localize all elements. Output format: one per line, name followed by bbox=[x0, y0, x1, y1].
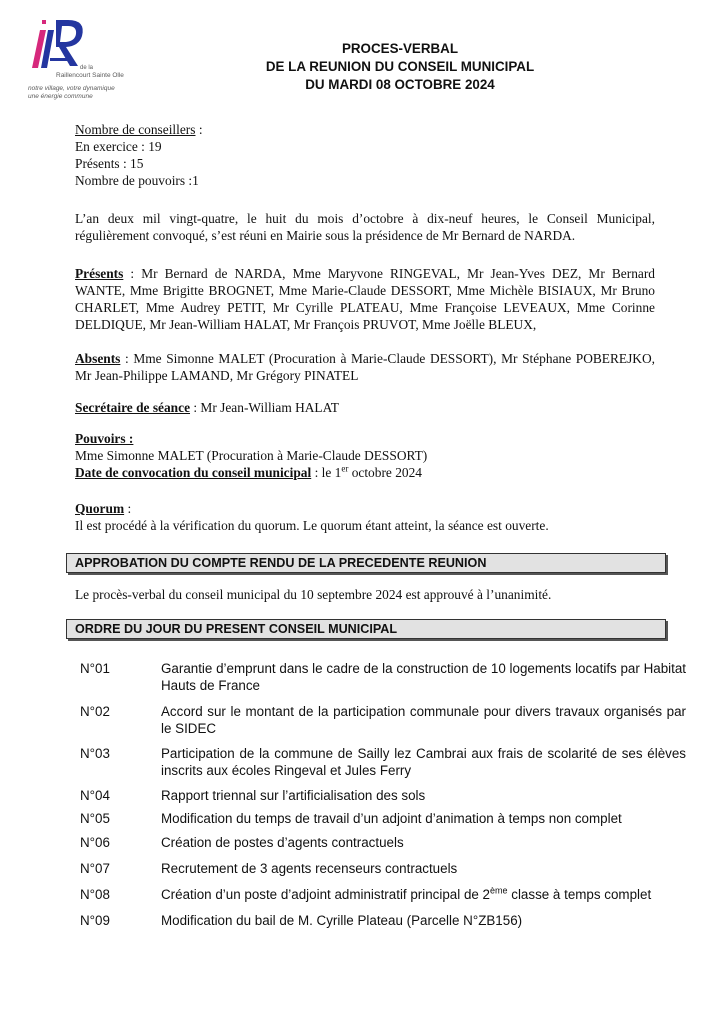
secretaire-name: : Mr Jean-William HALAT bbox=[190, 400, 339, 415]
agenda-item-text-post: classe à temps complet bbox=[507, 887, 652, 902]
convocation-post: octobre 2024 bbox=[348, 465, 422, 480]
section-approbation-text: Le procès-verbal du conseil municipal du 10 septembre 2024 est approuvé à l’unanimité. bbox=[75, 587, 552, 602]
agenda-item-text: Recrutement de 3 agents recenseurs contractuels bbox=[161, 861, 458, 876]
agenda-item-number: N°02 bbox=[80, 704, 110, 719]
agenda-item-number: N°01 bbox=[80, 661, 110, 676]
absents-list: : Mme Simonne MALET (Procuration à Marie-Claude DESSORT), Mr Stéphane POBEREJKO, Mr Jean-Philippe LAMAND, Mr Grégory PINATEL bbox=[75, 351, 655, 383]
title-line-1: PROCES-VERBAL bbox=[341, 41, 459, 56]
logo-text-4: une énergie commune bbox=[28, 93, 93, 100]
absents-paragraph bbox=[75, 350, 655, 384]
presents-paragraph bbox=[75, 265, 655, 333]
pouvoirs-text: Mme Simonne MALET (Procuration à Marie-Claude DESSORT) bbox=[75, 448, 428, 463]
logo-text-3: notre village, votre dynamique bbox=[28, 85, 115, 92]
convocation-label: Date de convocation du conseil municipal bbox=[75, 465, 312, 480]
quorum-block bbox=[75, 500, 655, 534]
agenda-item-text: Accord sur le montant de la participation communale pour divers travaux organisés par le SIDEC bbox=[161, 704, 686, 736]
count-pouvoirs: Nombre de pouvoirs :1 bbox=[75, 173, 199, 188]
agenda-item-text bbox=[161, 886, 686, 903]
count-presents: Présents : 15 bbox=[75, 156, 144, 171]
counts-heading: Nombre de conseillers bbox=[75, 122, 196, 137]
intro-paragraph: L’an deux mil vingt-quatre, le huit du mois d’octobre à dix-neuf heures, le Conseil Municipal, régulièrement convoqué, s’est réuni en Mairie sous la présidence de Mr Bernard de NARDA. bbox=[75, 211, 655, 243]
count-exercice: En exercice : 19 bbox=[75, 139, 162, 154]
counts-colon: : bbox=[195, 122, 203, 137]
agenda-item-text-sup: ème bbox=[490, 885, 508, 896]
agenda-item-number: N°06 bbox=[80, 835, 110, 850]
convocation-pre: : le 1 bbox=[311, 465, 342, 480]
title-line-2: DE LA REUNION DU CONSEIL MUNICIPAL bbox=[265, 59, 535, 74]
page-title bbox=[160, 40, 640, 94]
counts-block bbox=[75, 121, 655, 189]
agenda-item-number: N°04 bbox=[80, 788, 110, 803]
agenda-item-number: N°09 bbox=[80, 913, 110, 928]
presents-list: : Mr Bernard de NARDA, Mme Maryvone RINGEVAL, Mr Jean-Yves DEZ, Mr Bernard WANTE, Mme Brigitte BROGNET, Mme Marie-Claude DESSORT, Mme Michèle BISIAUX, Mr Bruno CHARLET, Mme Audrey PETIT, Mr Cyrille PLATEAU, Mme Françoise LEVEAUX, Mme Corinne DELDIQUE, Mr Jean-William HALAT, Mr François PRUVOT, Mme Joëlle BLEUX, bbox=[75, 266, 655, 332]
convocation-sup: er bbox=[341, 463, 349, 474]
secretaire-paragraph bbox=[75, 399, 655, 416]
logo-mark bbox=[20, 14, 138, 74]
convocation-line bbox=[75, 464, 655, 481]
absents-label: Absents bbox=[75, 351, 121, 366]
agenda-item-text: Modification du temps de travail d’un adjoint d’animation à temps non complet bbox=[161, 811, 622, 826]
secretaire-label: Secrétaire de séance bbox=[75, 400, 191, 415]
quorum-label: Quorum bbox=[75, 501, 125, 516]
section-approbation-header: APPROBATION DU COMPTE RENDU DE LA PRECEDENTE REUNION bbox=[66, 553, 666, 573]
agenda-item-text: Modification du bail de M. Cyrille Plateau (Parcelle N°ZB156) bbox=[161, 913, 523, 928]
agenda-item-text: Rapport triennal sur l’artificialisation des sols bbox=[161, 788, 426, 803]
agenda-item-text: Garantie d’emprunt dans le cadre de la construction de 10 logements locatifs par Habitat Hauts de France bbox=[161, 661, 686, 693]
logo-text-1: de la bbox=[80, 65, 94, 71]
agenda-item-text-pre: Création d’un poste d’adjoint administratif principal de 2 bbox=[161, 887, 491, 902]
section-ordre-du-jour-header: ORDRE DU JOUR DU PRESENT CONSEIL MUNICIPAL bbox=[66, 619, 666, 639]
quorum-colon: : bbox=[124, 501, 132, 516]
agenda-item-text: Création de postes d’agents contractuels bbox=[161, 835, 404, 850]
agenda-item-number: N°07 bbox=[80, 861, 110, 876]
town-logo bbox=[20, 14, 138, 102]
logo-text-2: Raillencourt Sainte Olle bbox=[56, 72, 124, 79]
agenda-item-number: N°05 bbox=[80, 811, 110, 826]
quorum-text: Il est procédé à la vérification du quorum. Le quorum étant atteint, la séance est ouverte. bbox=[75, 518, 549, 533]
agenda-item-text: Participation de la commune de Sailly lez Cambrai aux frais de scolarité de ses élèves inscrits aux écoles Ringeval et Jules Ferry bbox=[161, 746, 686, 778]
title-line-3: DU MARDI 08 OCTOBRE 2024 bbox=[305, 77, 495, 92]
pouvoirs-block bbox=[75, 430, 655, 481]
pouvoirs-label: Pouvoirs : bbox=[75, 431, 134, 446]
agenda-item-number: N°08 bbox=[80, 887, 110, 902]
presents-label: Présents bbox=[75, 266, 124, 281]
agenda-item-number: N°03 bbox=[80, 746, 110, 761]
